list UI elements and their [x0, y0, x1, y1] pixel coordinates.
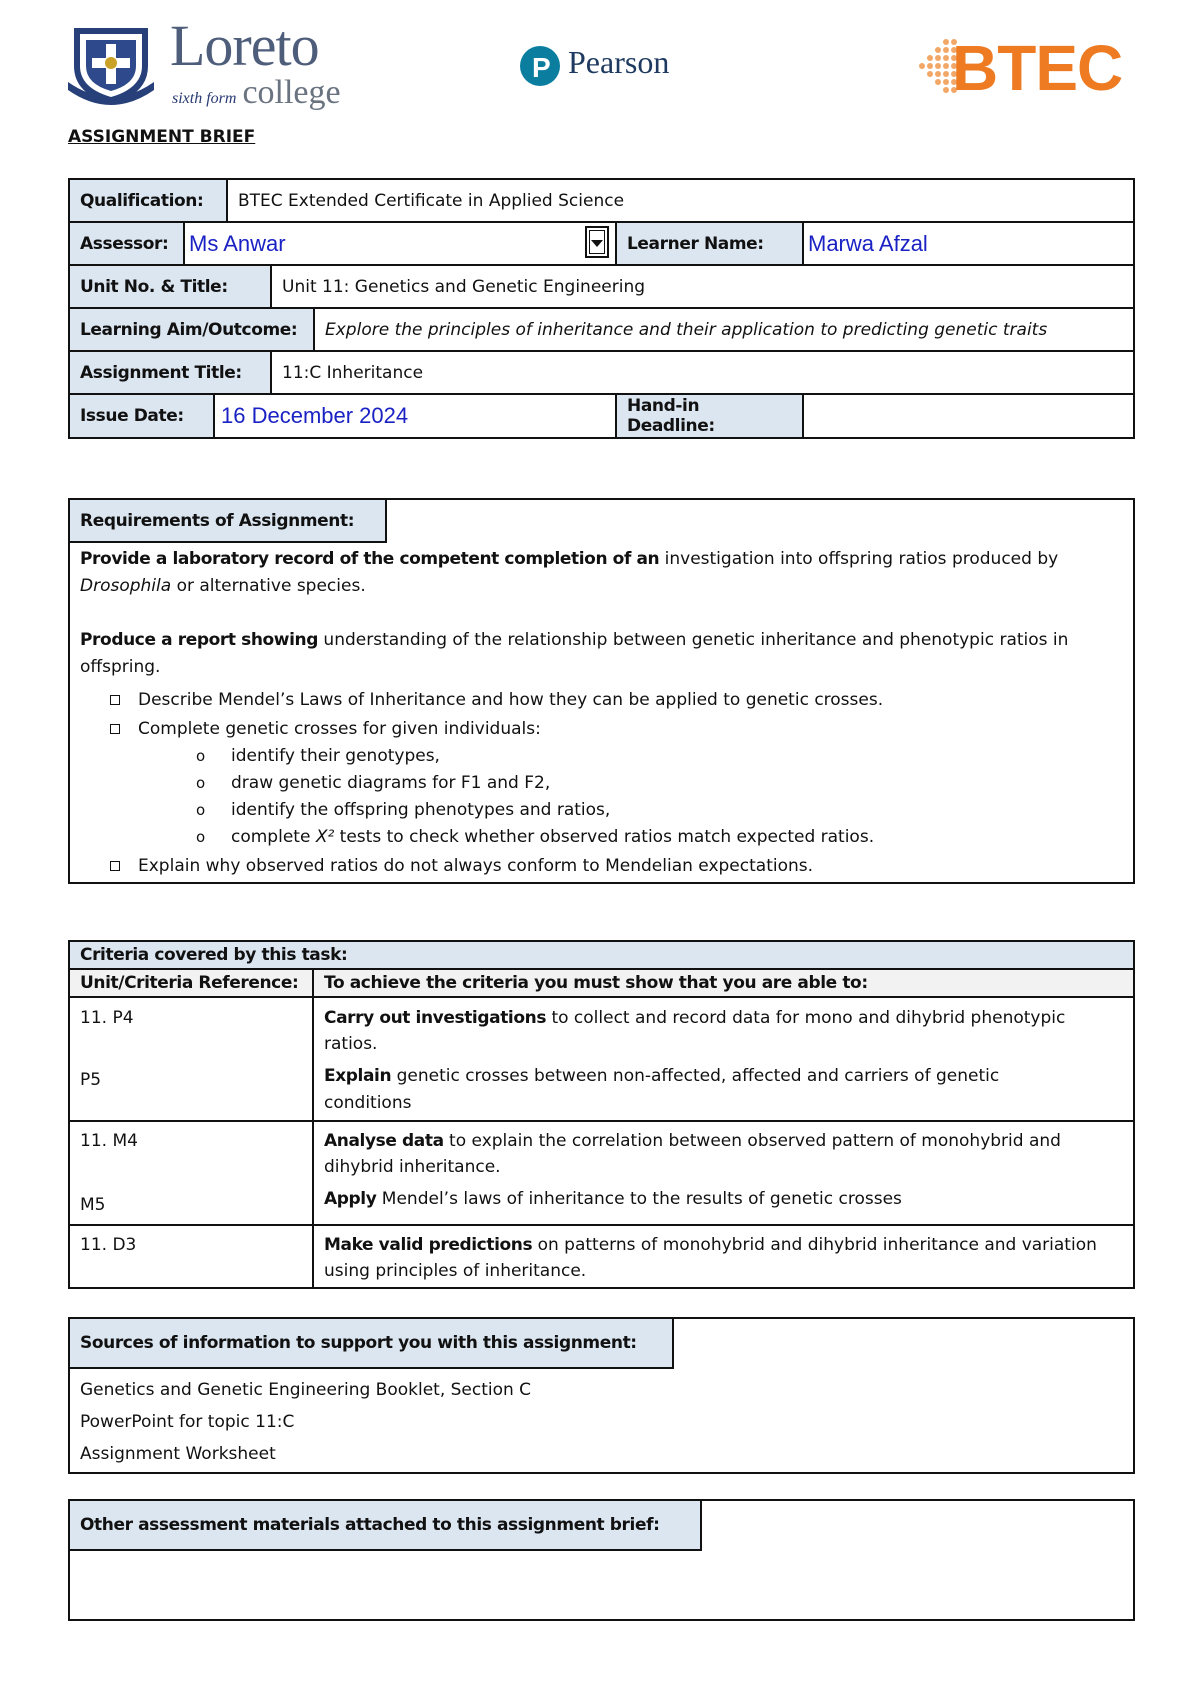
criteria-divider	[68, 1120, 1135, 1122]
requirement-subitem: identify their genotypes,	[231, 746, 440, 766]
criteria-desc	[324, 1131, 1061, 1151]
deadline-label: Hand-in Deadline:	[615, 393, 804, 439]
issue-date-field[interactable]: 16 December 2024	[213, 393, 617, 439]
pearson-logo-text: Pearson	[568, 44, 670, 80]
source-item: Genetics and Genetic Engineering Booklet, Section C	[80, 1380, 532, 1400]
criteria-divider	[68, 1224, 1135, 1226]
criteria-col-ref-header: Unit/Criteria Reference:	[80, 973, 299, 993]
criteria-desc	[324, 1189, 902, 1209]
circle-bullet-icon: o	[196, 801, 206, 819]
deadline-field[interactable]	[802, 393, 1135, 439]
requirements-heading: Requirements of Assignment:	[68, 498, 387, 543]
circle-bullet-icon: o	[196, 828, 206, 846]
loreto-crest-logo	[68, 22, 154, 106]
criteria-ref: 11. P4	[80, 1008, 134, 1028]
criteria-desc-text: on patterns of monohybrid and dihybrid inheritance and variation	[532, 1235, 1097, 1255]
criteria-ref: 11. M4	[80, 1131, 138, 1151]
criteria-desc-bold: Carry out investigations	[324, 1008, 547, 1028]
loreto-logo-text: Loreto	[170, 13, 319, 78]
circle-bullet-icon: o	[196, 774, 206, 792]
requirement-item: Complete genetic crosses for given individuals:	[138, 719, 541, 739]
criteria-heading: Criteria covered by this task:	[70, 942, 1133, 968]
checkbox-bullet-icon	[110, 724, 120, 734]
learner-name-label: Learner Name:	[615, 221, 804, 266]
criteria-desc	[324, 1066, 999, 1086]
chi-squared-symbol: X²	[315, 827, 335, 847]
criteria-desc	[324, 1235, 1097, 1255]
criteria-column-divider	[312, 968, 314, 1289]
loreto-sixth-form-text: sixth form	[172, 90, 237, 107]
sources-heading: Sources of information to support you with this assignment:	[68, 1317, 674, 1369]
criteria-ref: 11. D3	[80, 1235, 137, 1255]
criteria-desc-text: to collect and record data for mono and dihybrid phenotypic	[546, 1008, 1066, 1028]
requirements-p1-bold: Provide a laboratory record of the competent completion of an	[80, 549, 660, 569]
unit-title-value: Unit 11: Genetics and Genetic Engineering	[270, 264, 1135, 309]
criteria-desc-text: genetic crosses between non-affected, affected and carriers of genetic	[391, 1066, 1000, 1086]
svg-text:P: P	[532, 52, 551, 83]
criteria-ref: M5	[80, 1195, 106, 1215]
criteria-desc-text: Mendel’s laws of inheritance to the results of genetic crosses	[376, 1189, 902, 1209]
chi-test-pre: complete	[231, 827, 316, 847]
btec-logo-text: BTEC	[952, 32, 1123, 104]
requirement-subitem: draw genetic diagrams for F1 and F2,	[231, 773, 551, 793]
assignment-title-label: Assignment Title:	[68, 350, 272, 395]
issue-date-label: Issue Date:	[68, 393, 215, 439]
learning-aim-label: Learning Aim/Outcome:	[68, 307, 315, 352]
requirements-p1-text: investigation into offspring ratios produced by	[659, 549, 1059, 569]
criteria-desc-bold: Explain	[324, 1066, 392, 1086]
qualification-label: Qualification:	[68, 178, 228, 223]
requirements-p2-bold: Produce a report showing	[80, 630, 319, 650]
requirements-p2-end: offspring.	[80, 657, 161, 677]
criteria-divider	[68, 996, 1135, 998]
criteria-desc-end: ratios.	[324, 1034, 378, 1054]
checkbox-bullet-icon	[110, 695, 120, 705]
chi-test-post: tests to check whether observed ratios match expected ratios.	[334, 827, 875, 847]
criteria-col-desc-header: To achieve the criteria you must show that you are able to:	[324, 973, 868, 993]
assessor-field[interactable]: Ms Anwar	[183, 221, 617, 266]
criteria-desc	[324, 1008, 1065, 1028]
page-title: ASSIGNMENT BRIEF	[68, 127, 256, 147]
requirements-paragraph-1-cont	[80, 576, 366, 596]
requirement-item: Explain why observed ratios do not always conform to Mendelian expectations.	[138, 856, 814, 876]
other-materials-heading: Other assessment materials attached to this assignment brief:	[68, 1499, 702, 1551]
learner-name-field[interactable]: Marwa Afzal	[802, 221, 1135, 266]
criteria-ref: P5	[80, 1070, 102, 1090]
circle-bullet-icon: o	[196, 747, 206, 765]
assessor-dropdown-arrow-icon[interactable]	[585, 226, 609, 258]
checkbox-bullet-icon	[110, 861, 120, 871]
criteria-desc-bold: Analyse data	[324, 1131, 444, 1151]
loreto-college-text: college	[242, 74, 341, 111]
requirements-paragraph-1	[80, 549, 1058, 569]
requirement-subitem	[231, 827, 874, 847]
criteria-desc-end: using principles of inheritance.	[324, 1261, 587, 1281]
qualification-value: BTEC Extended Certificate in Applied Science	[226, 178, 1135, 223]
requirement-subitem: identify the offspring phenotypes and ratios,	[231, 800, 611, 820]
criteria-desc-bold: Apply	[324, 1189, 377, 1209]
criteria-desc-end: conditions	[324, 1093, 412, 1113]
criteria-desc-bold: Make valid predictions	[324, 1235, 533, 1255]
unit-title-label: Unit No. & Title:	[68, 264, 272, 309]
requirements-p2-text: understanding of the relationship between genetic inheritance and phenotypic ratios in	[318, 630, 1069, 650]
criteria-desc-end: dihybrid inheritance.	[324, 1157, 501, 1177]
criteria-desc-text: to explain the correlation between observed pattern of monohybrid and	[443, 1131, 1061, 1151]
assignment-title-value: 11:C Inheritance	[270, 350, 1135, 395]
requirements-p1-end: or alternative species.	[171, 576, 366, 596]
requirements-paragraph-2	[80, 630, 1068, 650]
source-item: Assignment Worksheet	[80, 1444, 276, 1464]
loreto-logo-subtitle	[172, 74, 341, 112]
drosophila-text: Drosophila	[80, 576, 172, 596]
source-item: PowerPoint for topic 11:C	[80, 1412, 295, 1432]
assessor-label: Assessor:	[68, 221, 185, 266]
requirement-item: Describe Mendel’s Laws of Inheritance and how they can be applied to genetic crosses.	[138, 690, 884, 710]
learning-aim-value: Explore the principles of inheritance and their application to predicting genetic traits	[313, 307, 1135, 352]
pearson-logo-icon	[520, 46, 560, 86]
